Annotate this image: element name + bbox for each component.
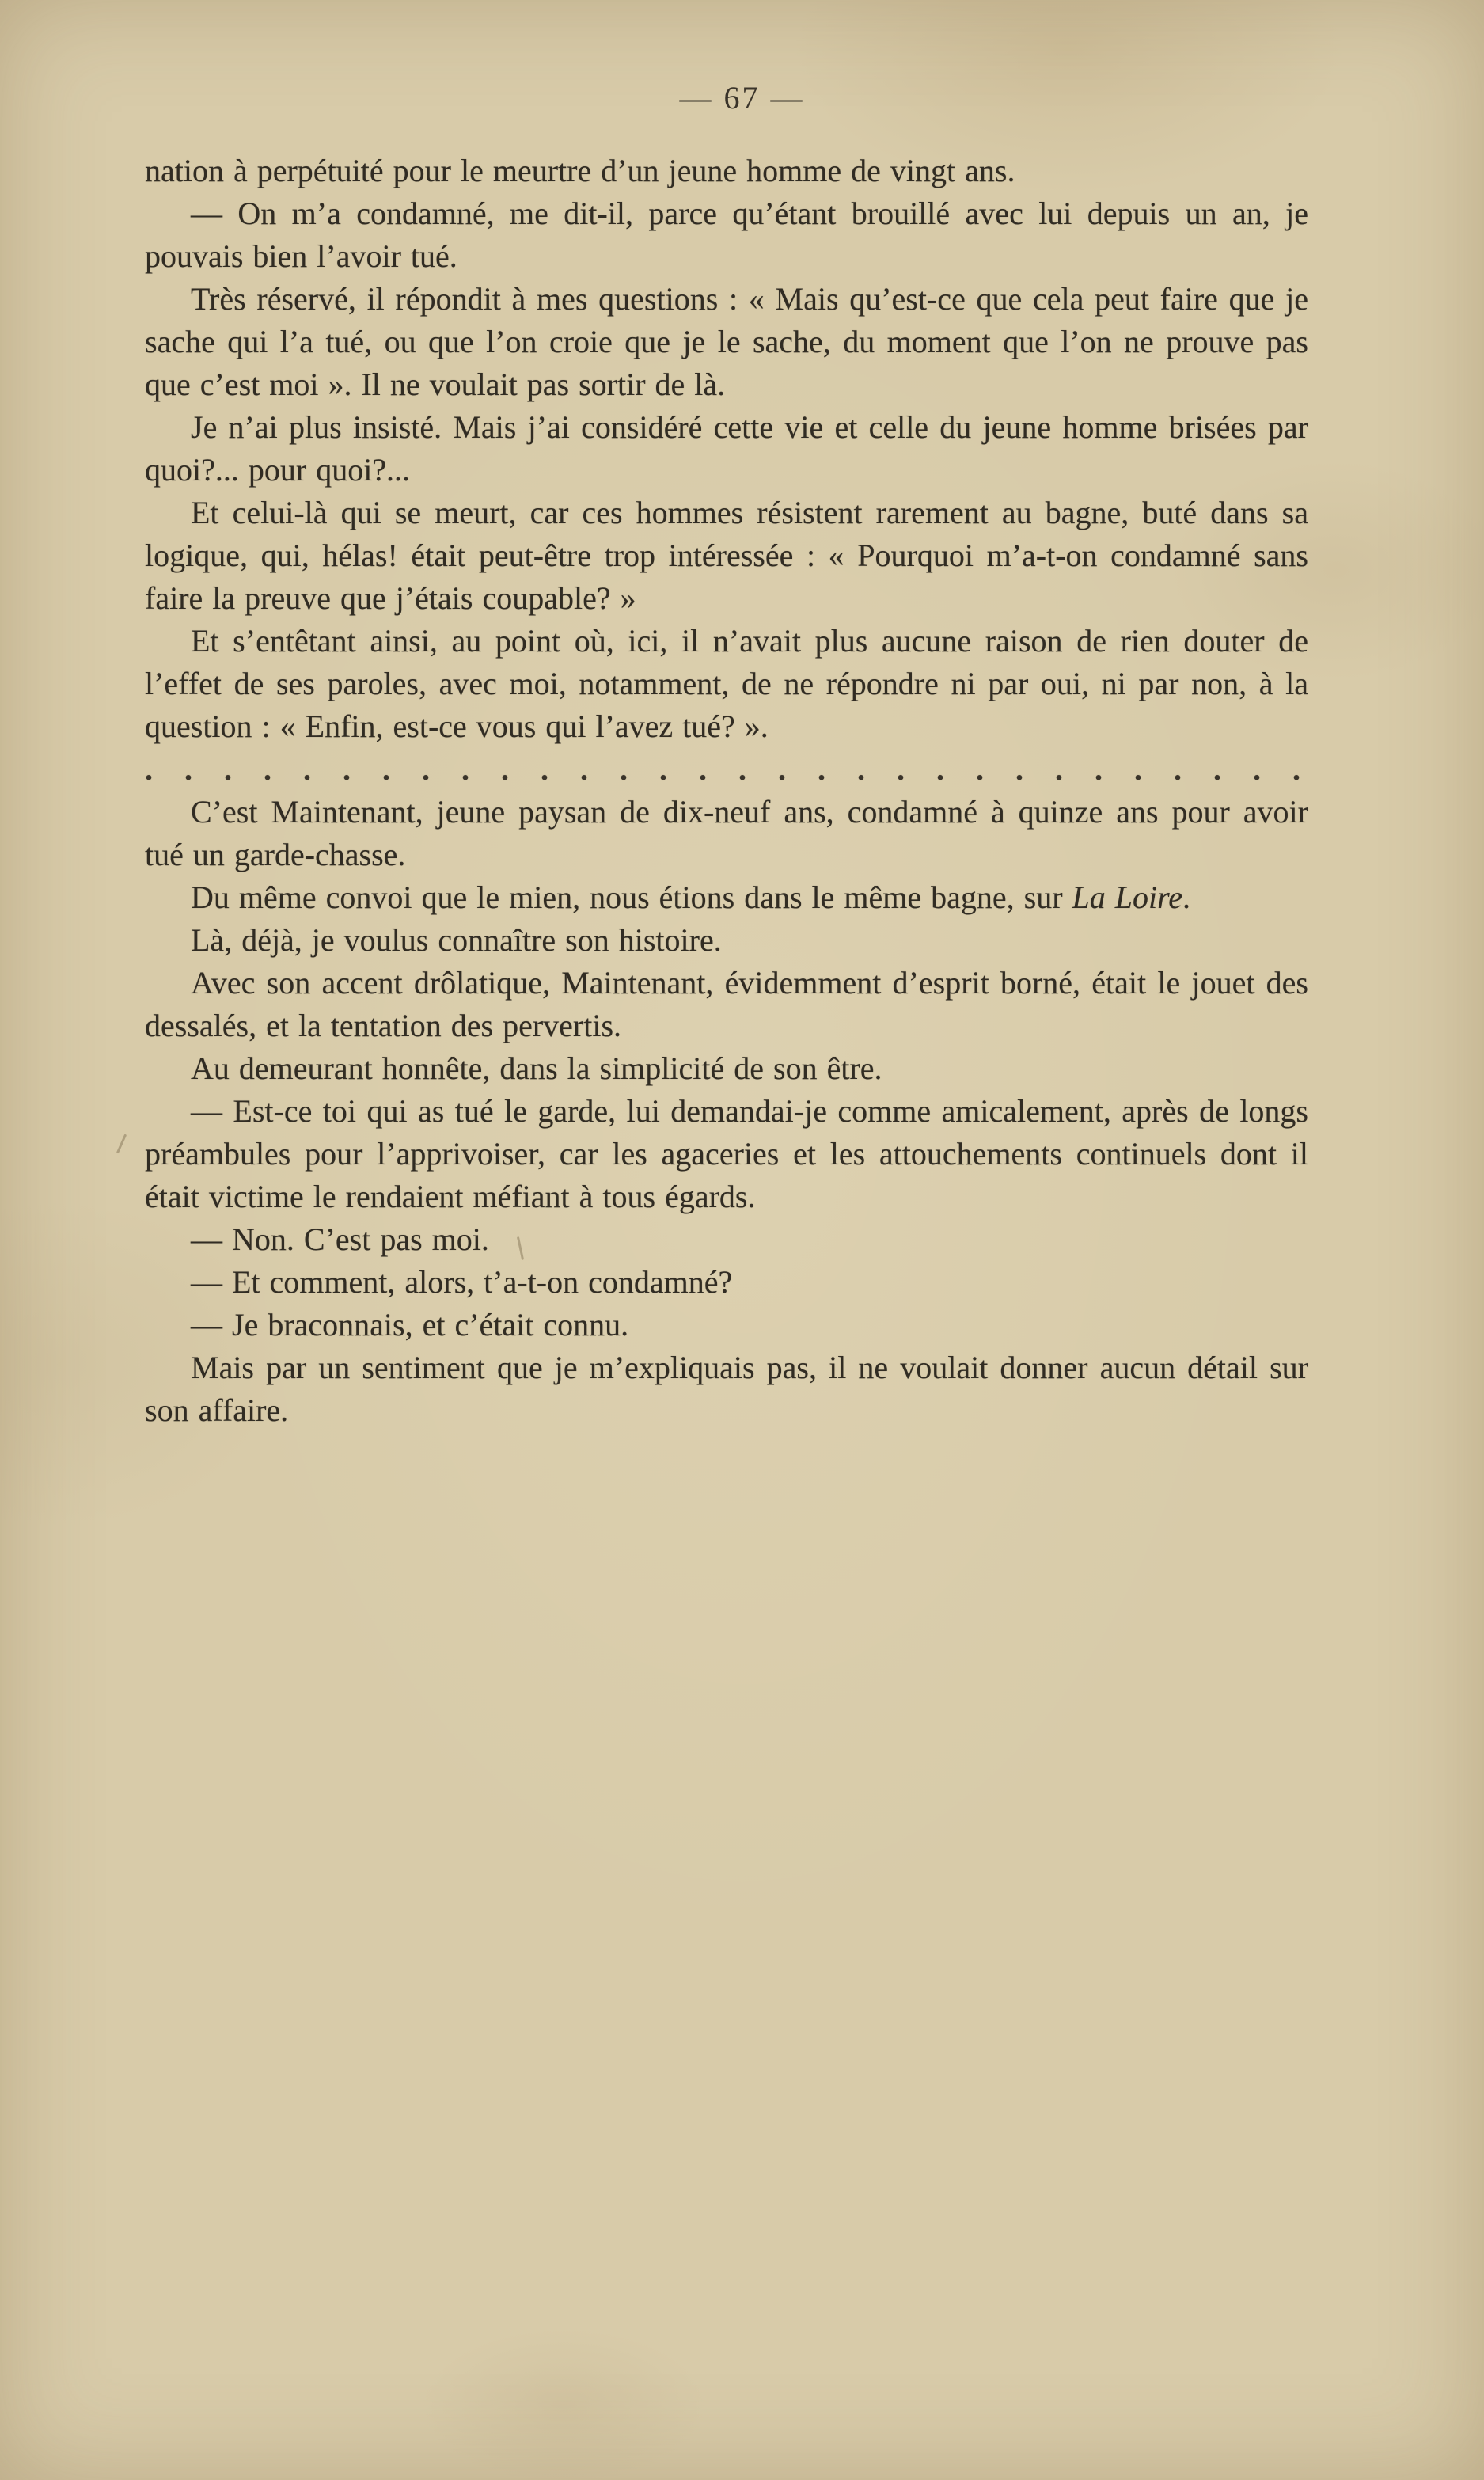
text-run: Je n’ai plus insisté. Mais j’ai considéré cette vie et celle du jeune homme brisées par quoi?... pour quoi?...	[145, 409, 1308, 488]
text-run: Et celui-là qui se meurt, car ces hommes résistent rarement au bagne, buté dans sa logique, qui, hélas! était peut-être trop intéressée : « Pourquoi m’a-t-on condamné sans faire la preuve que j’étais coupable? »	[145, 495, 1308, 616]
page-header	[0, 0, 1484, 116]
paragraph	[145, 1261, 1308, 1304]
dotted-separator: . . . . . . . . . . . . . . . . . . . . . . . . . . . . . .	[145, 751, 1300, 787]
text-run: — Et comment, alors, t’a-t-on condamné?	[191, 1264, 733, 1300]
paragraph	[145, 492, 1308, 620]
text-run: Au demeurant honnête, dans la simplicité de son être.	[191, 1050, 882, 1086]
pen-mark	[116, 1134, 127, 1154]
paragraph	[145, 150, 1308, 192]
text-run: nation à perpétuité pour le meurtre d’un jeune homme de vingt ans.	[145, 153, 1015, 188]
text-run: — Est-ce toi qui as tué le garde, lui demandai-je comme amicalement, après de longs préambules pour l’apprivoiser, car les agaceries et les attouchements continuels dont il était victime le rendaient méfiant à tous égards.	[145, 1093, 1308, 1214]
text-run: .	[1182, 879, 1190, 915]
paragraph	[145, 919, 1308, 962]
text-block	[145, 150, 1308, 1432]
paragraph	[145, 791, 1308, 876]
text-run: Mais par un sentiment que je m’expliquais pas, il ne voulait donner aucun détail sur son affaire.	[145, 1350, 1308, 1428]
paragraph	[145, 1218, 1308, 1261]
paragraph	[145, 278, 1308, 406]
page-number: — 67 —	[679, 80, 805, 116]
text-run: C’est Maintenant, jeune paysan de dix-neuf ans, condamné à quinze ans pour avoir tué un garde-chasse.	[145, 794, 1308, 872]
text-run: — Je braconnais, et c’était connu.	[191, 1307, 629, 1343]
text-run: Très réservé, il répondit à mes questions : « Mais qu’est-ce que cela peut faire que je sache qui l’a tué, ou que l’on croie que je le sache, du moment que l’on ne prouve pas que c’est moi ». Il ne voulait pas sortir de là.	[145, 281, 1308, 402]
paragraph	[145, 1304, 1308, 1346]
paragraph	[145, 620, 1308, 748]
paragraph	[145, 192, 1308, 278]
paragraph	[145, 1346, 1308, 1432]
text-run: — On m’a condamné, me dit-il, parce qu’étant brouillé avec lui depuis un an, je pouvais bien l’avoir tué.	[145, 196, 1308, 274]
text-run: Et s’entêtant ainsi, au point où, ici, il n’avait plus aucune raison de rien douter de l’effet de ses paroles, avec moi, notamment, de ne répondre ni par oui, ni par non, à la question : « Enfin, est-ce vous qui l’avez tué? ».	[145, 623, 1308, 744]
text-run: Là, déjà, je voulus connaître son histoire.	[191, 922, 722, 958]
paragraph	[145, 876, 1308, 919]
text-run: — Non. C’est pas moi.	[191, 1221, 489, 1257]
italic-text: La Loire	[1072, 879, 1182, 915]
paragraph	[145, 406, 1308, 492]
paragraph	[145, 1047, 1308, 1090]
text-run: Du même convoi que le mien, nous étions dans le même bagne, sur	[191, 879, 1072, 915]
paragraph	[145, 1090, 1308, 1218]
paragraph	[145, 962, 1308, 1047]
text-run: Avec son accent drôlatique, Maintenant, évidemment d’esprit borné, était le jouet des dessalés, et la tentation des pervertis.	[145, 965, 1308, 1043]
